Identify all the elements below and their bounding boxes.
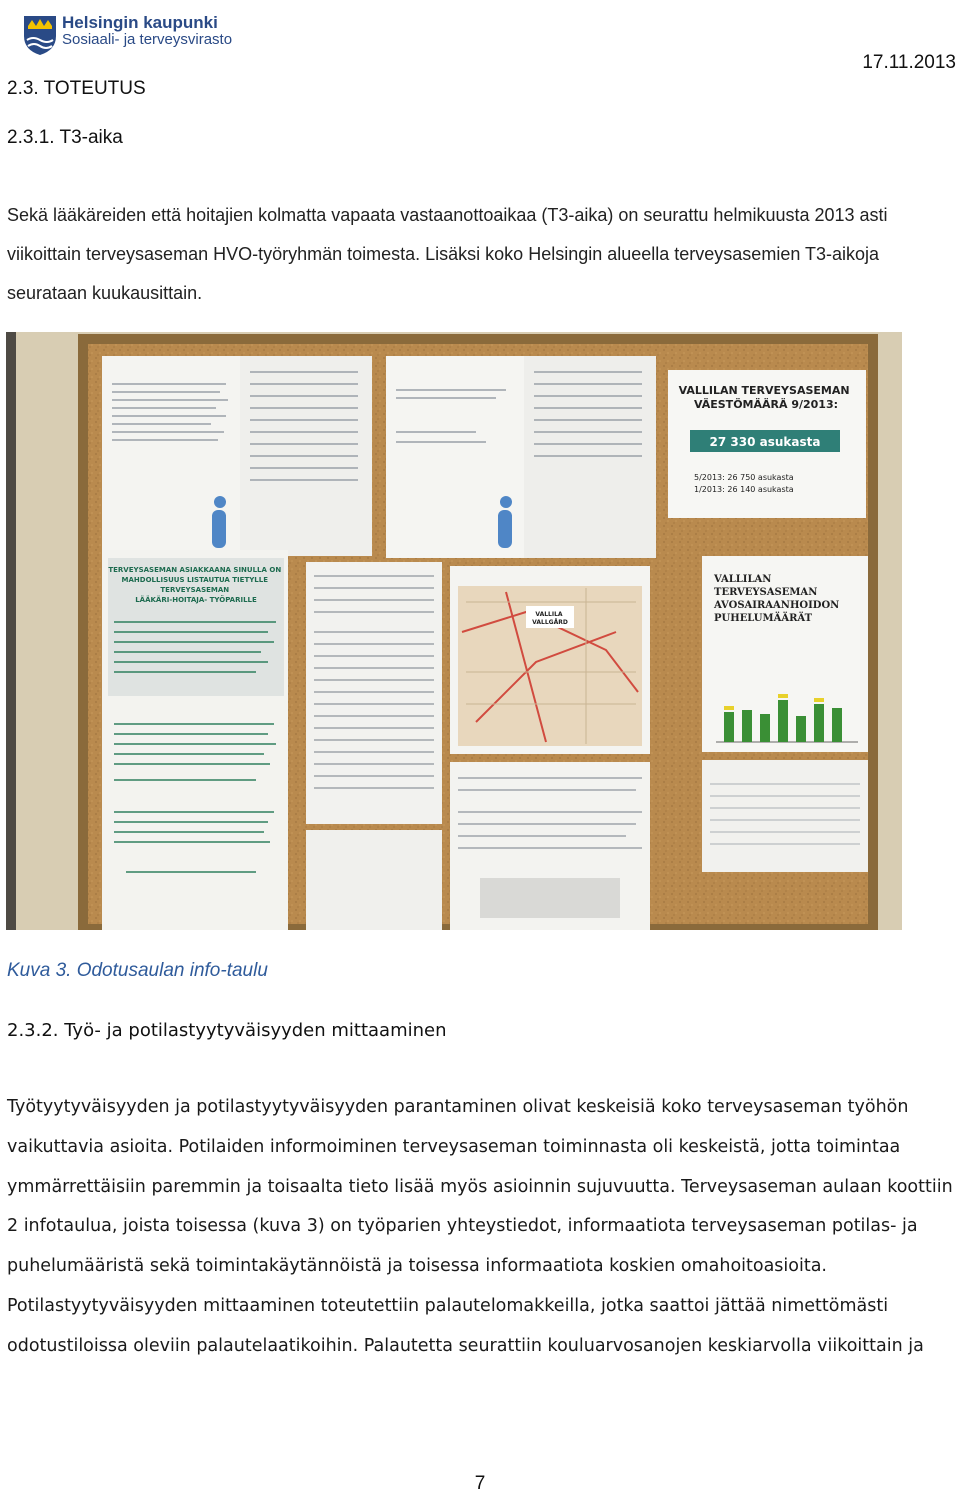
logo-title: Helsingin kaupunki bbox=[62, 13, 218, 32]
population-value: 27 330 asukasta bbox=[709, 435, 821, 449]
section-heading-tyytyvaisyys: 2.3.2. Työ- ja potilastyytyväisyyden mittaaminen bbox=[7, 1020, 447, 1041]
notice-paper bbox=[524, 356, 656, 558]
paragraph-tyytyvaisyys: Työtyytyväisyyden ja potilastyytyväisyyden parantaminen olivat keskeisiä koko terveysaseman työhön vaikuttavia asioita. Potilaiden informoiminen terveysaseman toiminnasta oli keskeistä, jotta toimintaa ymmärrettäisiin paremmin ja toisaalta tieto lisää myös asioinnin sujuvuutta. Terveysaseman aulaan koottiin 2 infotaulua, joista toisessa (kuva 3) on työparien yhteystiedot, informaatiota terveysaseman potilas- ja puhelumääristä sekä toimintakäytännöistä ja toisessa informaatiota koskien omahoitoasioita. Potilastyytyväisyyden mittaaminen toteutettiin palautelomakkeilla, jotka saattoi jättää nimettömästi odotustiloissa oleviin palautelaatikoihin. Palautetta seurattiin kouluarvosanojen keskiarvolla viikoittain ja bbox=[7, 1097, 953, 1356]
paragraph-t3-aika: Sekä lääkäreiden että hoitajien kolmatta vapaata vastaanottoaikaa (T3-aika) on seurattu helmikuusta 2013 asti viikoittain terveysaseman HVO-työryhmän toimesta. Lisäksi koko Helsingin alueella terveysasemien T3-aikoja seurataan kuukausittain. bbox=[7, 205, 888, 303]
document-date: 17.11.2013 bbox=[862, 52, 956, 73]
population-row-1: 5/2013: 26 750 asukasta bbox=[694, 473, 794, 482]
page-number: 7 bbox=[474, 1473, 486, 1494]
city-logo bbox=[22, 12, 262, 58]
population-row-2: 1/2013: 26 140 asukasta bbox=[694, 485, 794, 494]
section-heading-t3-aika: 2.3.1. T3-aika bbox=[7, 127, 123, 148]
section-heading-toteutus: 2.3. TOTEUTUS bbox=[7, 78, 146, 99]
logo-subtitle: Sosiaali- ja terveysvirasto bbox=[62, 30, 233, 48]
svg-text:VALLILA VALLGÅRD: VALLILA VALLGÅRD bbox=[532, 611, 568, 626]
contact-list bbox=[306, 562, 442, 824]
info-board-photo bbox=[6, 332, 902, 930]
coat-of-arms-icon bbox=[22, 14, 58, 56]
figure-caption: Kuva 3. Odotusaulan info-taulu bbox=[7, 960, 268, 981]
svg-text:VALLILAN TERVEYSASEMAN: VALLILAN TERVEYSASEMAN AVOSAIRAANHOIDON PUHELUMÄÄRÄT bbox=[714, 574, 840, 624]
svg-text:TERVEYSASEMAN ASIAKKAANA SINUL: TERVEYSASEMAN ASIAKKAANA SINULLA ON MAHDOLLISUUS LISTAUTUA TIETYLLE TERVEYSASEMAN LÄÄKÄRI-HOITAJA- TYÖPARILLE bbox=[108, 566, 282, 604]
svg-text:VALLILAN TERVEYSASEMAN VÄE: VALLILAN TERVEYSASEMAN VÄESTÖMÄÄRÄ 9/2013: bbox=[678, 384, 850, 411]
